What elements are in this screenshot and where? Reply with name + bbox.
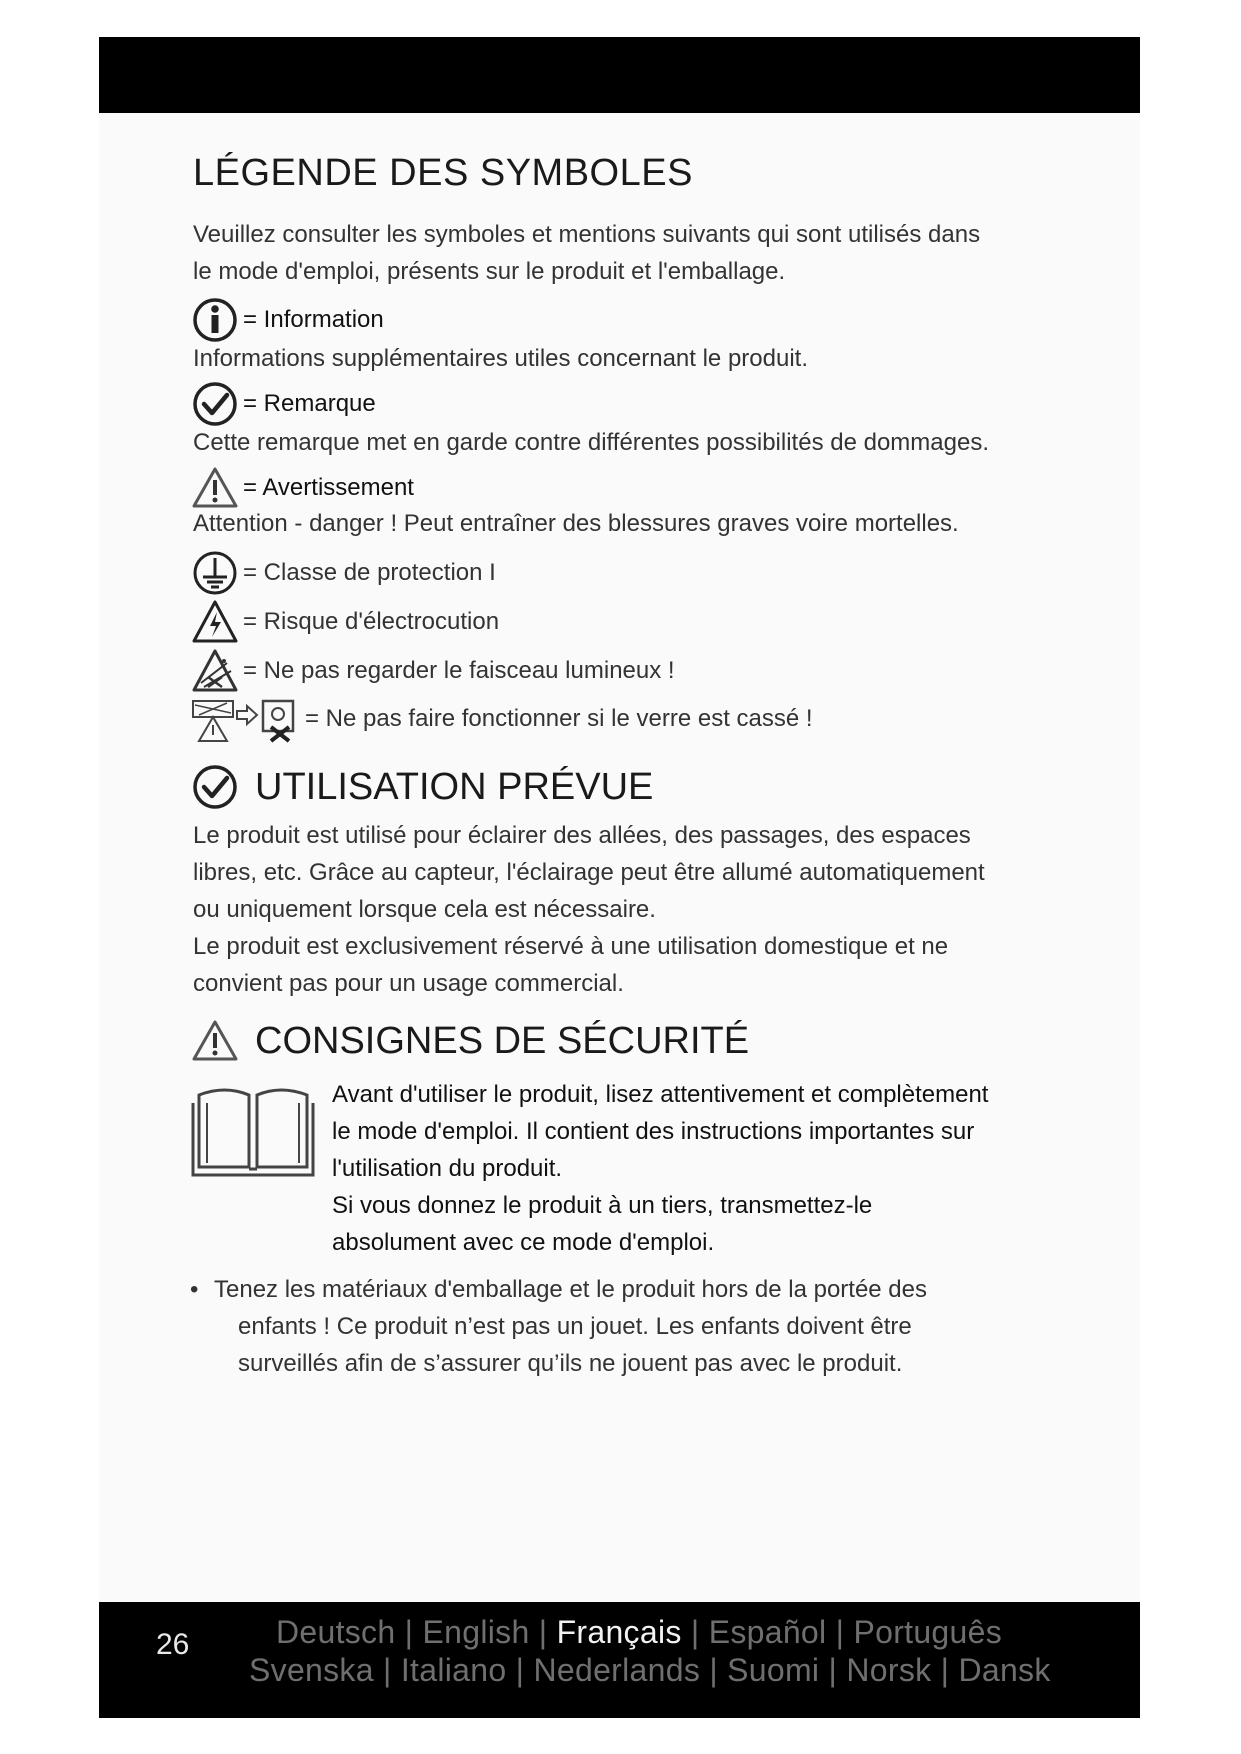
symbol-info-row — [191, 296, 384, 344]
bullet-marker: • — [190, 1276, 199, 1303]
language-link-svenska[interactable]: Svenska — [249, 1652, 374, 1688]
manual-instructions — [332, 1076, 988, 1261]
manual-line-5: absolument avec ce mode d'emploi. — [332, 1229, 715, 1256]
protection-label: = Classe de protection I — [243, 559, 496, 586]
info-label: = Information — [243, 306, 384, 333]
safety-section-title — [191, 1017, 749, 1065]
check-circle-icon — [191, 380, 239, 428]
remark-description: Cette remarque met en garde contre différentes possibilités de dommages. — [193, 429, 989, 456]
manual-line-1: Avant d'utiliser le produit, lisez attentivement et complètement — [332, 1081, 989, 1108]
beam-label: = Ne pas regarder le faisceau lumineux ! — [243, 657, 675, 684]
language-link-italiano[interactable]: Italiano — [400, 1652, 507, 1688]
manual-line-4: Si vous donnez le produit à un tiers, transmettez-le — [332, 1192, 873, 1219]
remark-label: = Remarque — [243, 390, 376, 417]
language-link-norsk[interactable]: Norsk — [846, 1652, 932, 1688]
warning-label: = Avertissement — [243, 474, 414, 501]
ground-protection-icon — [191, 549, 239, 597]
warning-triangle-icon — [191, 1017, 239, 1065]
language-link-suomi[interactable]: Suomi — [727, 1652, 820, 1688]
manual-line-3: l'utilisation du produit. — [332, 1155, 563, 1182]
header-bar — [99, 37, 1140, 113]
usage-line-3: ou uniquement lorsque cela est nécessaire. — [193, 896, 656, 923]
footer-bar — [99, 1602, 1140, 1718]
glass-label: = Ne pas faire fonctionner si le verre est cassé ! — [305, 705, 813, 732]
language-link-portugues[interactable]: Português — [853, 1614, 1003, 1650]
language-selector-row-2: Svenska | Italiano | Nederlands | Suomi | Norsk | Dansk — [249, 1652, 1051, 1688]
usage-line-5: convient pas pour un usage commercial. — [193, 970, 624, 997]
usage-line-4: Le produit est exclusivement réservé à une utilisation domestique et ne — [193, 933, 949, 960]
broken-glass-icon — [191, 695, 299, 743]
language-link-francais[interactable]: Français — [556, 1614, 682, 1650]
language-link-espanol[interactable]: Español — [708, 1614, 827, 1650]
read-manual-book-icon — [191, 1083, 315, 1179]
info-icon — [191, 296, 239, 344]
bullet-line-2: enfants ! Ce produit n’est pas un jouet. Les enfants doivent être — [238, 1313, 912, 1340]
usage-line-1: Le produit est utilisé pour éclairer des allées, des passages, des espaces — [193, 822, 971, 849]
electric-shock-icon — [191, 598, 239, 646]
legend-title: LÉGENDE DES SYMBOLES — [193, 152, 693, 194]
language-link-dansk[interactable]: Dansk — [958, 1652, 1051, 1688]
bullet-line-1: Tenez les matériaux d'emballage et le produit hors de la portée des — [214, 1276, 928, 1303]
language-link-nederlands[interactable]: Nederlands — [533, 1652, 701, 1688]
usage-line-2: libres, etc. Grâce au capteur, l'éclairage peut être allumé automatiquement — [193, 859, 985, 886]
symbol-remark-row — [191, 380, 376, 428]
usage-section-title — [191, 763, 653, 811]
bullet-line-3: surveillés afin de s’assurer qu’ils ne jouent pas avec le produit. — [238, 1350, 903, 1377]
manual-line-2: le mode d'emploi. Il contient des instructions importantes sur — [332, 1118, 975, 1145]
language-selector-row-1: Deutsch | English | Français | Español | Português — [275, 1614, 1003, 1650]
symbol-glass-row — [191, 695, 813, 743]
info-description: Informations supplémentaires utiles concernant le produit. — [193, 345, 808, 372]
usage-title: UTILISATION PRÉVUE — [255, 765, 654, 808]
symbol-shock-row — [191, 598, 499, 646]
symbol-protection-row — [191, 549, 496, 597]
language-link-deutsch[interactable]: Deutsch — [275, 1614, 396, 1650]
no-look-beam-icon — [191, 647, 239, 695]
check-circle-icon — [191, 763, 239, 811]
language-link-english[interactable]: English — [422, 1614, 530, 1650]
safety-title: CONSIGNES DE SÉCURITÉ — [255, 1019, 750, 1062]
legend-intro-line-1: Veuillez consulter les symboles et mentions suivants qui sont utilisés dans — [193, 221, 981, 248]
warning-description: Attention - danger ! Peut entraîner des blessures graves voire mortelles. — [193, 510, 959, 537]
symbol-beam-row — [191, 647, 675, 695]
shock-label: = Risque d'électrocution — [243, 608, 500, 635]
legend-intro-line-2: le mode d'emploi, présents sur le produit et l'emballage. — [193, 258, 786, 285]
page-number: 26 — [156, 1628, 190, 1661]
